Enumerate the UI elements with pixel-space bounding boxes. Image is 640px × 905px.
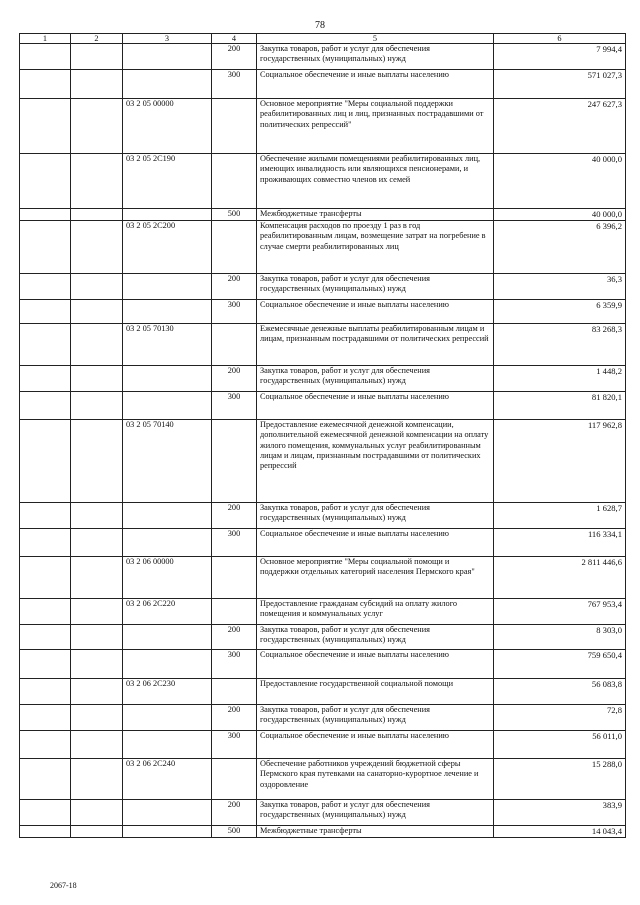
cell-target-code: 03 2 05 2С190 xyxy=(123,154,212,209)
cell-target-code xyxy=(123,705,212,731)
cell-expense-type: 500 xyxy=(212,209,257,221)
cell-col-2 xyxy=(71,70,123,99)
column-header: 2 xyxy=(71,34,123,44)
table-row xyxy=(20,557,626,599)
cell-amount: 1 628,7 xyxy=(494,503,626,529)
cell-target-code xyxy=(123,366,212,392)
table-row xyxy=(20,529,626,557)
cell-target-code xyxy=(123,826,212,838)
cell-col-1 xyxy=(20,557,71,599)
table-row xyxy=(20,599,626,625)
cell-target-code xyxy=(123,300,212,324)
cell-name: Закупка товаров, работ и услуг для обеспечения государственных (муниципальных) нужд xyxy=(257,800,494,826)
cell-target-code xyxy=(123,625,212,650)
cell-col-2 xyxy=(71,274,123,300)
cell-expense-type: 200 xyxy=(212,503,257,529)
cell-target-code: 03 2 06 2С240 xyxy=(123,759,212,800)
budget-table xyxy=(19,33,626,838)
cell-col-1 xyxy=(20,679,71,705)
cell-expense-type: 200 xyxy=(212,366,257,392)
cell-name: Социальное обеспечение и иные выплаты населению xyxy=(257,731,494,759)
cell-target-code xyxy=(123,70,212,99)
cell-amount: 116 334,1 xyxy=(494,529,626,557)
cell-target-code: 03 2 06 2С230 xyxy=(123,679,212,705)
cell-expense-type xyxy=(212,154,257,209)
cell-col-2 xyxy=(71,625,123,650)
cell-expense-type: 300 xyxy=(212,70,257,99)
table-row xyxy=(20,44,626,70)
cell-name: Закупка товаров, работ и услуг для обеспечения государственных (муниципальных) нужд xyxy=(257,44,494,70)
cell-amount: 56 083,8 xyxy=(494,679,626,705)
cell-target-code: 03 2 05 70140 xyxy=(123,420,212,503)
table-header-row xyxy=(20,34,626,44)
cell-col-1 xyxy=(20,731,71,759)
cell-amount: 767 953,4 xyxy=(494,599,626,625)
cell-col-2 xyxy=(71,731,123,759)
table-row xyxy=(20,274,626,300)
cell-col-2 xyxy=(71,366,123,392)
cell-target-code xyxy=(123,392,212,420)
cell-col-1 xyxy=(20,44,71,70)
cell-col-1 xyxy=(20,300,71,324)
table-row xyxy=(20,154,626,209)
table-body xyxy=(20,44,626,838)
cell-col-1 xyxy=(20,529,71,557)
cell-col-2 xyxy=(71,99,123,154)
table-row xyxy=(20,503,626,529)
cell-amount: 36,3 xyxy=(494,274,626,300)
cell-target-code xyxy=(123,209,212,221)
cell-amount: 6 359,9 xyxy=(494,300,626,324)
cell-amount: 247 627,3 xyxy=(494,99,626,154)
cell-amount: 40 000,0 xyxy=(494,209,626,221)
table-row xyxy=(20,420,626,503)
cell-expense-type xyxy=(212,420,257,503)
cell-col-1 xyxy=(20,99,71,154)
cell-name: Основное мероприятие "Меры социальной поддержки реабилитированных лиц и лиц, признанных пострадавшими от политических репрессий" xyxy=(257,99,494,154)
cell-target-code xyxy=(123,800,212,826)
cell-target-code xyxy=(123,274,212,300)
cell-amount: 14 043,4 xyxy=(494,826,626,838)
cell-col-1 xyxy=(20,650,71,679)
cell-name: Предоставление государственной социальной помощи xyxy=(257,679,494,705)
cell-col-1 xyxy=(20,70,71,99)
cell-name: Социальное обеспечение и иные выплаты населению xyxy=(257,392,494,420)
cell-col-2 xyxy=(71,529,123,557)
cell-target-code xyxy=(123,503,212,529)
table-row xyxy=(20,70,626,99)
cell-col-2 xyxy=(71,759,123,800)
cell-col-1 xyxy=(20,800,71,826)
cell-col-2 xyxy=(71,599,123,625)
cell-name: Обеспечение жилыми помещениями реабилитированных лиц, имеющих инвалидность или являющихся пенсионерами, и проживающих совместно членов их семей xyxy=(257,154,494,209)
column-header: 3 xyxy=(123,34,212,44)
cell-col-1 xyxy=(20,705,71,731)
cell-expense-type: 500 xyxy=(212,826,257,838)
table-row xyxy=(20,759,626,800)
cell-col-1 xyxy=(20,392,71,420)
cell-col-1 xyxy=(20,209,71,221)
cell-amount: 2 811 446,6 xyxy=(494,557,626,599)
cell-expense-type: 300 xyxy=(212,300,257,324)
cell-col-1 xyxy=(20,274,71,300)
cell-col-1 xyxy=(20,154,71,209)
cell-amount: 72,8 xyxy=(494,705,626,731)
table-row xyxy=(20,650,626,679)
cell-col-2 xyxy=(71,650,123,679)
cell-amount: 1 448,2 xyxy=(494,366,626,392)
cell-amount: 83 268,3 xyxy=(494,324,626,366)
table-row xyxy=(20,300,626,324)
cell-name: Ежемесячные денежные выплаты реабилитированным лицам и лицам, признанным пострадавшими от политических репрессий xyxy=(257,324,494,366)
cell-name: Социальное обеспечение и иные выплаты населению xyxy=(257,529,494,557)
cell-col-2 xyxy=(71,154,123,209)
table-row xyxy=(20,705,626,731)
cell-amount: 15 288,0 xyxy=(494,759,626,800)
cell-col-2 xyxy=(71,44,123,70)
cell-col-2 xyxy=(71,679,123,705)
cell-amount: 7 994,4 xyxy=(494,44,626,70)
table-row xyxy=(20,221,626,274)
cell-target-code xyxy=(123,529,212,557)
cell-col-1 xyxy=(20,826,71,838)
cell-col-2 xyxy=(71,324,123,366)
table-row xyxy=(20,366,626,392)
page-number: 78 xyxy=(315,20,325,31)
cell-expense-type xyxy=(212,679,257,705)
cell-amount: 81 820,1 xyxy=(494,392,626,420)
cell-col-1 xyxy=(20,420,71,503)
cell-col-1 xyxy=(20,324,71,366)
cell-expense-type xyxy=(212,599,257,625)
table-row xyxy=(20,731,626,759)
cell-name: Закупка товаров, работ и услуг для обеспечения государственных (муниципальных) нужд xyxy=(257,625,494,650)
cell-target-code: 03 2 06 2С220 xyxy=(123,599,212,625)
cell-name: Обеспечение работников учреждений бюджетной сферы Пермского края путевками на санаторно-курортное лечение и оздоровление xyxy=(257,759,494,800)
table-row xyxy=(20,826,626,838)
cell-target-code xyxy=(123,44,212,70)
cell-col-1 xyxy=(20,366,71,392)
cell-target-code: 03 2 05 00000 xyxy=(123,99,212,154)
table-row xyxy=(20,99,626,154)
cell-target-code: 03 2 05 70130 xyxy=(123,324,212,366)
cell-name: Закупка товаров, работ и услуг для обеспечения государственных (муниципальных) нужд xyxy=(257,274,494,300)
cell-amount: 6 396,2 xyxy=(494,221,626,274)
cell-name: Социальное обеспечение и иные выплаты населению xyxy=(257,650,494,679)
cell-name: Социальное обеспечение и иные выплаты населению xyxy=(257,300,494,324)
table-row xyxy=(20,209,626,221)
cell-col-1 xyxy=(20,625,71,650)
cell-amount: 56 011,0 xyxy=(494,731,626,759)
cell-target-code: 03 2 06 00000 xyxy=(123,557,212,599)
cell-amount: 117 962,8 xyxy=(494,420,626,503)
cell-expense-type xyxy=(212,759,257,800)
cell-col-2 xyxy=(71,800,123,826)
cell-col-1 xyxy=(20,503,71,529)
cell-name: Закупка товаров, работ и услуг для обеспечения государственных (муниципальных) нужд xyxy=(257,705,494,731)
cell-name: Закупка товаров, работ и услуг для обеспечения государственных (муниципальных) нужд xyxy=(257,366,494,392)
cell-name: Межбюджетные трансферты xyxy=(257,209,494,221)
cell-amount: 759 650,4 xyxy=(494,650,626,679)
cell-expense-type xyxy=(212,324,257,366)
cell-expense-type: 200 xyxy=(212,625,257,650)
table-row xyxy=(20,392,626,420)
cell-amount: 571 027,3 xyxy=(494,70,626,99)
cell-name: Компенсация расходов по проезду 1 раз в год реабилитированным лицам, возмещение затрат на погребение в случае смерти реабилитированных лиц xyxy=(257,221,494,274)
cell-col-2 xyxy=(71,209,123,221)
cell-name: Предоставление ежемесячной денежной компенсации, дополнительной ежемесячной денежной компенсации на оплату жилого помещения, коммунальных услуг реабилитированным лицам и лицам, признанным пострадавшими от политических репрессий xyxy=(257,420,494,503)
cell-col-1 xyxy=(20,599,71,625)
cell-target-code xyxy=(123,650,212,679)
cell-col-2 xyxy=(71,826,123,838)
cell-expense-type: 300 xyxy=(212,731,257,759)
cell-expense-type: 300 xyxy=(212,529,257,557)
cell-col-2 xyxy=(71,420,123,503)
cell-name: Основное мероприятие "Меры социальной помощи и поддержки отдельных категорий населения Пермского края" xyxy=(257,557,494,599)
table-row xyxy=(20,800,626,826)
column-header: 4 xyxy=(212,34,257,44)
cell-name: Предоставление гражданам субсидий на оплату жилого помещения и коммунальных услуг xyxy=(257,599,494,625)
cell-expense-type: 200 xyxy=(212,800,257,826)
cell-col-1 xyxy=(20,221,71,274)
footer-code: 2067-18 xyxy=(50,881,77,890)
cell-expense-type: 200 xyxy=(212,274,257,300)
cell-target-code: 03 2 05 2С200 xyxy=(123,221,212,274)
cell-col-2 xyxy=(71,221,123,274)
cell-name: Социальное обеспечение и иные выплаты населению xyxy=(257,70,494,99)
column-header: 1 xyxy=(20,34,71,44)
cell-col-2 xyxy=(71,300,123,324)
cell-name: Межбюджетные трансферты xyxy=(257,826,494,838)
cell-col-2 xyxy=(71,392,123,420)
cell-amount: 383,9 xyxy=(494,800,626,826)
table-row xyxy=(20,679,626,705)
table-row xyxy=(20,324,626,366)
cell-col-2 xyxy=(71,705,123,731)
column-header: 5 xyxy=(257,34,494,44)
cell-target-code xyxy=(123,731,212,759)
cell-expense-type: 200 xyxy=(212,44,257,70)
table-row xyxy=(20,625,626,650)
cell-expense-type: 300 xyxy=(212,650,257,679)
cell-col-2 xyxy=(71,557,123,599)
column-header: 6 xyxy=(494,34,626,44)
cell-expense-type: 300 xyxy=(212,392,257,420)
cell-expense-type xyxy=(212,221,257,274)
cell-col-1 xyxy=(20,759,71,800)
cell-col-2 xyxy=(71,503,123,529)
cell-name: Закупка товаров, работ и услуг для обеспечения государственных (муниципальных) нужд xyxy=(257,503,494,529)
cell-expense-type: 200 xyxy=(212,705,257,731)
cell-amount: 8 303,0 xyxy=(494,625,626,650)
cell-expense-type xyxy=(212,557,257,599)
cell-expense-type xyxy=(212,99,257,154)
cell-amount: 40 000,0 xyxy=(494,154,626,209)
